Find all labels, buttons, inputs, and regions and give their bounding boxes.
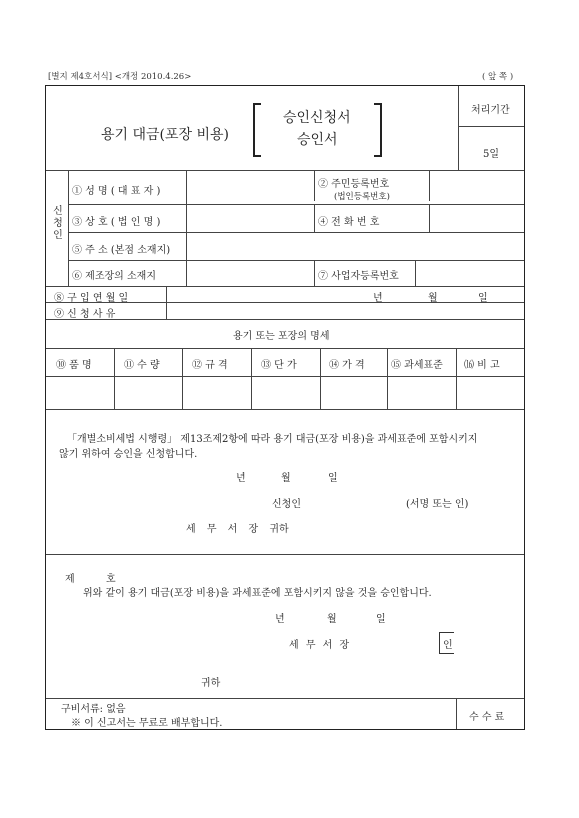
column-header: ⑫ 규 격 (192, 360, 228, 371)
column-header: ⑭ 가 격 (329, 360, 365, 371)
divider (68, 232, 524, 233)
application-addressee: 세 무 서 장 귀하 (186, 524, 289, 535)
divider (68, 170, 69, 286)
purchase-year: 년 (373, 293, 383, 304)
approval-number-suffix: 호 (106, 574, 116, 585)
processing-period-value: 5일 (483, 149, 500, 160)
purchase-date-label: ⑧ 구 입 연 월 일 (54, 293, 129, 304)
column-header: ⑩ 품 명 (56, 360, 92, 371)
business-number-label: ⑦ 사업자등록번호 (318, 271, 399, 282)
address-label: ⑤ 주 소 (본점 소재지) (72, 245, 171, 256)
divider (68, 260, 524, 261)
divider (415, 260, 416, 286)
application-year: 년 (236, 473, 246, 484)
application-day: 일 (328, 473, 338, 484)
processing-period-label: 처리기간 (471, 105, 510, 116)
form-id: [별지 제4호서식] <개정 2010.4.26> (48, 72, 192, 82)
approval-day: 일 (376, 614, 386, 625)
left-bracket (253, 103, 261, 157)
application-body-line1: 「개별소비세법 시행령」 제13조제2항에 따라 용기 대금(포장 비용)을 과세표준에 포함시키지 (67, 434, 478, 445)
title-option-application: 승인신청서 (283, 110, 351, 126)
column-header: ⒃ 비 고 (464, 360, 500, 371)
trade-name-label: ③ 상 호 ( 법 인 명 ) (72, 217, 161, 228)
divider (46, 319, 524, 320)
approval-body: 위와 같이 용기 대금(포장 비용)을 과세표준에 포함시키지 않을 것을 승인합니다. (83, 588, 432, 599)
resident-number-label: ② 주민등록번호 (318, 179, 390, 190)
form-title: 용기 대금(포장 비용) (101, 127, 230, 143)
divider (458, 86, 459, 170)
right-bracket (374, 103, 382, 157)
divider (314, 260, 315, 286)
factory-location-label: ⑥ 제조장의 소재지 (72, 271, 156, 282)
divider (314, 204, 315, 232)
column-header: ⑮ 과세표준 (391, 360, 443, 371)
divider (456, 348, 457, 409)
divider (456, 698, 457, 729)
signature-label: (서명 또는 인) (406, 499, 469, 510)
divider (46, 698, 524, 699)
divider (314, 170, 315, 201)
page-side: ( 앞 쪽 ) (482, 72, 514, 82)
divider (114, 348, 115, 409)
divider (46, 170, 524, 171)
application-body-line2: 않기 위하여 승인을 신청합니다. (59, 449, 198, 460)
seal-label: 인 (443, 640, 453, 651)
items-caption: 용기 또는 포장의 명세 (233, 331, 330, 342)
applicant-label: 신청인 (272, 499, 301, 510)
name-label: ① 성 명 ( 대 표 자 ) (72, 186, 161, 197)
divider (46, 554, 524, 555)
divider (46, 376, 524, 377)
approval-office: 세 무 서 장 (289, 640, 350, 651)
column-header: ⑪ 수 량 (124, 360, 160, 371)
form-frame (45, 85, 525, 730)
corp-reg-number-label: (법인등록번호) (334, 192, 390, 202)
approval-year: 년 (275, 614, 285, 625)
phone-label: ④ 전 화 번 호 (318, 217, 380, 228)
title-option-approval: 승인서 (297, 132, 338, 148)
approval-to: 귀하 (201, 678, 221, 689)
divider (458, 126, 524, 127)
required-documents: 구비서류: 없음 (61, 704, 126, 715)
divider (68, 204, 524, 205)
divider (186, 170, 187, 286)
divider (320, 348, 321, 409)
divider (46, 286, 524, 287)
divider (46, 348, 524, 349)
divider (429, 204, 430, 232)
reason-label: ⑨ 신 청 사 유 (54, 309, 116, 320)
divider (251, 348, 252, 409)
column-header: ⑬ 단 가 (261, 360, 297, 371)
divider (429, 170, 430, 201)
divider (387, 348, 388, 409)
divider (182, 348, 183, 409)
application-month: 월 (281, 473, 291, 484)
free-distribution-note: ※ 이 신고서는 무료로 배부합니다. (71, 718, 223, 729)
approval-month: 월 (327, 614, 337, 625)
purchase-month: 월 (428, 293, 438, 304)
approval-number-prefix: 제 (65, 574, 75, 585)
applicant-side-label: 신 청 인 (53, 206, 63, 241)
purchase-day: 일 (478, 293, 488, 304)
fee-label: 수 수 료 (469, 712, 505, 723)
divider (46, 409, 524, 410)
